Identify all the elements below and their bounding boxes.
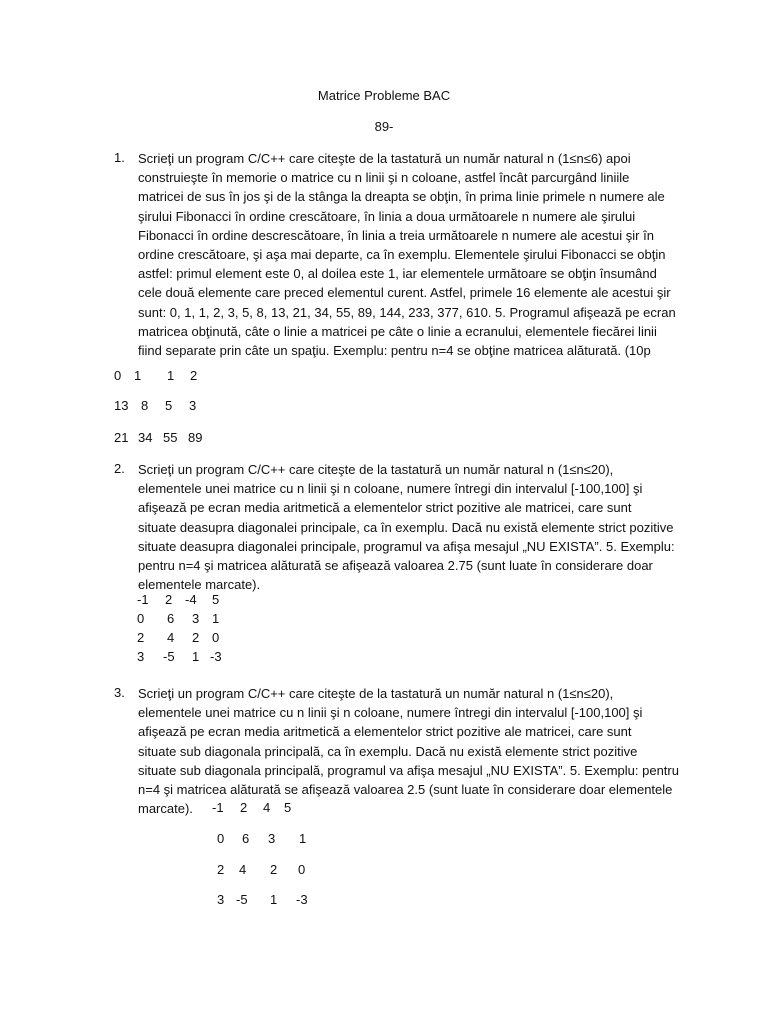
problem-3-line: marcate). [138,801,193,817]
matrix-cell: 3 [268,831,276,846]
matrix-cell: 1 [270,892,278,907]
matrix-cell: 0 [217,831,225,846]
matrix-cell: 2 [217,862,225,877]
problem-3-line: Scrieţi un program C/C++ care citeşte de la tastatură un număr natural n (1≤n≤20), [138,686,614,701]
matrix-cell: 89 [188,430,203,445]
matrix-cell: 3 [217,892,225,907]
problem-1-line: Scrieţi un program C/C++ care citeşte de la tastatură un număr natural n (1≤n≤6) apoi [138,151,631,166]
matrix-cell: 0 [298,862,306,877]
problem-1-line: construieşte în memorie o matrice cu n linii şi n coloane, astfel încât parcurgând liniile [138,170,630,186]
matrix-cell: 3 [189,398,197,413]
matrix-cell: 2 [165,592,173,607]
problem-2-line: situate deasupra diagonalei principale, programul va afişa mesajul „NU EXISTA”. 5. Exemplu: [138,538,675,554]
problem-2-number: 2. [114,461,125,476]
problem-1-line: cele două elemente care preced elementul curent. Astfel, primele 16 elemente ale acestui şir [138,285,671,301]
problem-3-text [138,684,698,818]
matrix-cell: 3 [192,611,200,626]
matrix-cell: 4 [263,800,271,815]
matrix-cell: 21 [114,430,129,445]
problem-2-line: afişează pe ecran media aritmetică a elementelor strict pozitive ale matricei, care sunt [138,500,632,516]
matrix-cell: 2 [190,368,198,383]
problem-3-line: elementele unei matrice cu n linii şi n coloane, numere întregi din intervalul [-100,100] şi [138,705,643,721]
matrix-cell: 5 [165,398,173,413]
matrix-cell: -5 [163,649,175,664]
matrix-cell: 5 [212,592,220,607]
matrix-cell: -4 [185,592,197,607]
problem-1-line: Fibonacci în ordine descrescătoare, în linia a treia următoarele n numere ale acestui şir în [138,227,654,243]
matrix-cell: -3 [210,649,222,664]
problem-1-line: ordine crescătoare, şi aşa mai departe, ca în exemplu. Elementele şirului Fibonacci se obţin [138,247,666,263]
problem-1-line: sunt: 0, 1, 1, 2, 3, 5, 8, 13, 21, 34, 55, 89, 144, 233, 377, 610. 5. Programul afişează pe ecran [138,304,676,320]
page-number: 89- [374,119,394,134]
matrix-cell: 5 [284,800,292,815]
problem-2-text [138,460,698,594]
problem-1-line: matricea obţinută, câte o linie a matricei pe câte o linie a ecranului, elementele fiecărei linii [138,323,657,339]
problem-1-line: matricei de sus în jos şi de la stânga la dreapta se obţin, în prima linie primele n numere ale [138,189,665,205]
matrix-cell: 0 [114,368,122,383]
matrix-cell: 6 [242,831,250,846]
matrix-cell: 4 [239,862,247,877]
matrix-cell: 2 [240,800,248,815]
matrix-cell: 8 [141,398,149,413]
matrix-cell: 0 [137,611,145,626]
problem-2-line: elementele marcate). [138,577,261,593]
matrix-cell: 55 [163,430,178,445]
problem-3-line: situate sub diagonala principală, programul va afişa mesajul „NU EXISTA”. 5. Exemplu: pentru [138,762,679,778]
problem-3-line: n=4 şi matricea alăturată se afişează valoarea 2.5 (sunt luate în considerare doar elementele [138,782,673,798]
problem-3-number: 3. [114,685,125,700]
matrix-cell: 1 [299,831,307,846]
problem-1-number: 1. [114,150,125,165]
problem-2-line: Scrieţi un program C/C++ care citeşte de la tastatură un număr natural n (1≤n≤20), [138,462,614,477]
matrix-cell: 2 [270,862,278,877]
matrix-cell: 1 [192,649,200,664]
matrix-cell: 6 [167,611,175,626]
matrix-cell: -1 [212,800,224,815]
matrix-cell: 2 [192,630,200,645]
problem-2-line: pentru n=4 şi matricea alăturată se afişează valoarea 2.75 (sunt luate în considerare doar [138,558,653,574]
problem-2-line: elementele unei matrice cu n linii şi n coloane, numere întregi din intervalul [-100,100] şi [138,481,643,497]
matrix-cell: -5 [236,892,248,907]
matrix-cell: 4 [167,630,175,645]
matrix-cell: 0 [212,630,220,645]
matrix-cell: 34 [138,430,153,445]
page-title: Matrice Probleme BAC [317,88,451,103]
problem-1-line: fiind separate prin câte un spaţiu. Exemplu: pentru n=4 se obţine matricea alăturată. (10p [138,343,651,359]
problem-1-line: astfel: primul element este 0, al doilea este 1, iar elementele următoare se obţin însumând [138,266,657,282]
matrix-cell: 13 [114,398,129,413]
matrix-cell: 1 [167,368,175,383]
matrix-cell: -3 [296,892,308,907]
problem-3-line: afişează pe ecran media aritmetică a elementelor strict pozitive ale matricei, care sunt [138,724,632,740]
matrix-cell: 2 [137,630,145,645]
matrix-cell: 1 [134,368,142,383]
problem-2-line: situate deasupra diagonalei principale, ca în exemplu. Dacă nu există elemente strict pozitive [138,519,674,535]
matrix-cell: 1 [212,611,220,626]
problem-3-line: situate sub diagonala principală, ca în exemplu. Dacă nu există elemente strict pozitive [138,743,638,759]
matrix-cell: 3 [137,649,145,664]
problem-1-line: şirului Fibonacci în ordine crescătoare, în linia a doua următoarele n numere ale şirului [138,208,636,224]
problem-1-text [138,149,698,360]
matrix-cell: -1 [137,592,149,607]
